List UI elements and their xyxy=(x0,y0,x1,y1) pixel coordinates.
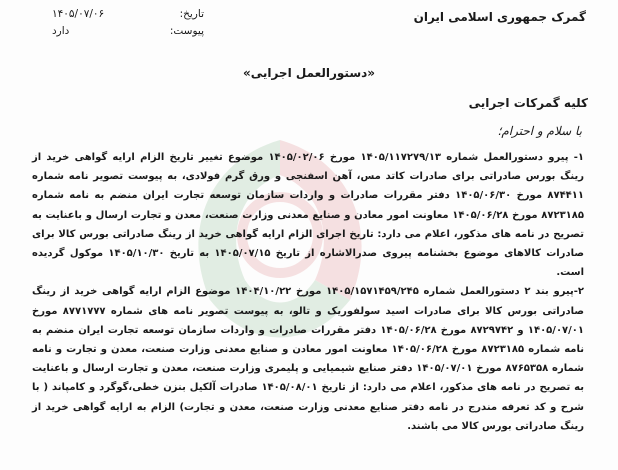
paragraph-2: ۲-پیرو بند ۲ دستورالعمل شماره ۱۴۰۵/۱۵۷۱۴۵۹/۲۴۵ مورخ ۱۴۰۴/۱۰/۲۲ موضوع الزام ارایه گواهی خرید از رینگ صادراتی بورس کالا برای صادرات اسید سولفوریک و تالو، به پیوست تصویر نامه های شماره ۸۷۷۱۷۷۷ مورخ ۱۴۰۵/۰۷/۰۱ و ۸۷۲۹۷۴۲ مورخ ۱۴۰۵/۰۶/۲۸ دفتر مقررات صادرات و واردات سازمان توسعه تجارت ایران منضم به نامه شماره ۸۷۲۳۱۸۵ مورخ ۱۴۰۵/۰۶/۲۸ معاونت امور معادن و صنایع معدنی وزارت صنعت، معدن و تجارت و نامه شماره ۸۷۶۵۳۵۸ مورخ ۱۴۰۵/۰۷/۰۱ دفتر صنایع شیمیایی و پلیمری وزارت صنعت، معدن و تجارت ارسال و باعنایت به تصریح در نامه های مذکور، اعلام می دارد: از تاریخ ۱۴۰۵/۰۸/۰۱ صادرات آلکیل بنزن خطی،گوگرد و کامپاند ( با شرح و کد تعرفه مندرج در نامه دفتر صنایع معدنی وزارت صنعت، معدن و تجارت) الزام به ارایه گواهی خرید از رینگ صادراتی بورس کالا می باشند. xyxy=(32,286,585,432)
document-meta xyxy=(14,6,204,40)
organization-name: گمرک جمهوری اسلامی ایران xyxy=(413,10,586,24)
addressee: کلیه گمرکات اجرایی xyxy=(468,96,588,110)
attachment-row xyxy=(14,23,204,40)
date-label: تاریخ: xyxy=(179,8,204,20)
attachment-label: پیوست: xyxy=(169,25,204,37)
attachment-value: دارد xyxy=(52,25,70,37)
date-value: ۱۴۰۵/۰۷/۰۶ xyxy=(52,8,105,20)
document-body xyxy=(32,148,584,436)
date-row xyxy=(14,6,204,23)
document-title: «دستورالعمل اجرایی» xyxy=(242,66,376,80)
greeting: با سلام و احترام؛ xyxy=(497,124,582,138)
paragraph-1: ۱- پیرو دستورالعمل شماره ۱۴۰۵/۱۱۷۲۷۹/۱۳ مورخ ۱۴۰۵/۰۲/۰۶ موضوع تغییر تاریخ الزام ارایه گواهی خرید از رینگ بورس صادراتی برای صادرات کاتد مس، آهن اسفنجی و ورق گرم فولادی، به پیوست تصویر نامه شماره ۸۷۴۴۱۱ مورخ ۱۴۰۵/۰۶/۳۰ دفتر مقررات صادرات و واردات سازمان توسعه تجارت ایران منضم به نامه شماره ۸۷۲۳۱۸۵ مورخ ۱۴۰۵/۰۶/۲۸ معاونت امور معادن و صنایع معدنی وزارت صنعت، معدن و تجارت ارسال و باعنایت به تصریح در نامه های مذکور، اعلام می دارد: تاریخ اجرای الزام ارایه گواهی خرید از رینگ صادراتی بورس کالا برای صادرات کالاهای موضوع بخشنامه پیروی صدرالاشاره از تاریخ ۱۴۰۵/۰۷/۱۵ به تاریخ ۱۴۰۵/۱۰/۳۰ موکول گردیده است. xyxy=(32,152,584,279)
